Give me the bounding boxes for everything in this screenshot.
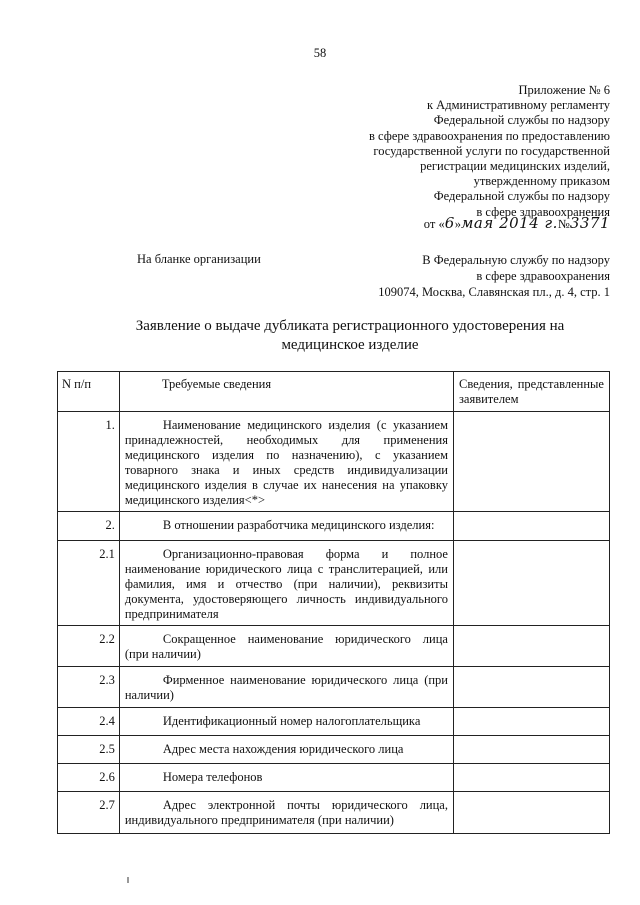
order-number: 3371 [569,214,610,232]
row-text [119,667,453,708]
header-provided: Сведения, представленные заявителем [453,372,609,412]
row-text [119,512,453,541]
row-value[interactable] [453,541,609,626]
application-table [57,371,610,834]
header-num: N п/п [58,372,120,412]
order-mid: » [454,217,461,231]
row-value[interactable] [453,626,609,667]
table-row [58,626,610,667]
row-value[interactable] [453,512,609,541]
document-title [60,317,640,355]
table-header-row [58,372,610,412]
addressee-line: в сфере здравоохранения [476,269,610,283]
order-month-year: мая 2014 г. [461,214,558,232]
addressee-line: 109074, Москва, Славянская пл., д. 4, стр. 1 [378,285,610,299]
row-text [119,764,453,792]
row-text-content: Организационно-правовая форма и полное наименование юридического лица с транслитерацией, или фамилия, имя и отчество (при наличии), реквизиты документа, удостоверяющего личность индивидуального предпринимателя [124,547,448,621]
table-row [58,708,610,736]
row-value[interactable] [453,708,609,736]
addressee-line: В Федеральную службу по надзору [422,253,610,267]
title-line-2: медицинское изделие [281,337,419,353]
row-num: 2.5 [58,736,120,764]
appendix-line: утвержденному приказом [473,174,610,189]
appendix-line: государственной услуги по государственной [373,143,610,158]
order-reference [424,214,610,232]
row-text-content: Наименование медицинского изделия (с указанием принадлежностей, необходимых для применения медицинского изделия по назначению), с указанием товарного знака и иных средств индивидуализации медицинского изделия в случае их нанесения на упаковку медицинского изделия<*> [124,418,448,507]
row-num: 2.4 [58,708,120,736]
table-row [58,512,610,541]
appendix-line: Приложение № 6 [518,83,610,97]
appendix-line: Федеральной службы по надзору [433,189,610,204]
row-num: 2.7 [58,792,120,834]
table-row [58,792,610,834]
row-text [119,412,453,512]
row-text [119,626,453,667]
table-row [58,764,610,792]
page-number: 58 [313,46,327,60]
row-value[interactable] [453,792,609,834]
row-text [119,736,453,764]
table-row [58,736,610,764]
title-line-1: Заявление о выдаче дубликата регистрационного удостоверения на [135,318,565,334]
row-num: 1. [58,412,120,512]
row-value[interactable] [453,667,609,708]
row-text-content: Номера телефонов [162,770,263,784]
row-value[interactable] [453,764,609,792]
addressee-block [378,252,610,300]
row-num: 2.2 [58,626,120,667]
row-text [119,541,453,626]
order-no-label: № [557,217,570,231]
row-text [119,708,453,736]
row-num: 2.1 [58,541,120,626]
row-text-content: Адрес места нахождения юридического лица [162,742,404,756]
row-text-content: Сокращенное наименование юридического лица (при наличии) [124,632,448,661]
row-text [119,792,453,834]
order-day: 6 [444,214,455,232]
appendix-line: в сфере здравоохранения по предоставлению [369,128,610,143]
scan-mark [127,877,129,883]
row-num: 2.3 [58,667,120,708]
blank-label: На бланке организации [137,252,261,266]
row-text-content: Фирменное наименование юридического лица (при наличии) [124,673,448,702]
table-row [58,541,610,626]
row-value[interactable] [453,736,609,764]
appendix-line: в сфере здравоохранения [476,204,610,219]
row-num: 2.6 [58,764,120,792]
row-num: 2. [58,512,120,541]
table-row [58,667,610,708]
row-value[interactable] [453,412,609,512]
header-required: Требуемые сведения [119,372,453,412]
appendix-line: к Административному регламенту [426,98,610,113]
appendix-header [369,83,610,220]
appendix-line: регистрации медицинских изделий, [420,159,610,174]
row-text-content: Идентификационный номер налогоплательщика [162,714,421,728]
row-text-content: Адрес электронной почты юридического лица, индивидуального предпринимателя (при наличии) [124,798,448,827]
appendix-line: Федеральной службы по надзору [433,113,610,128]
order-prefix: от « [423,217,445,231]
table-row [58,412,610,512]
row-text-content: В отношении разработчика медицинского изделия: [162,518,435,532]
